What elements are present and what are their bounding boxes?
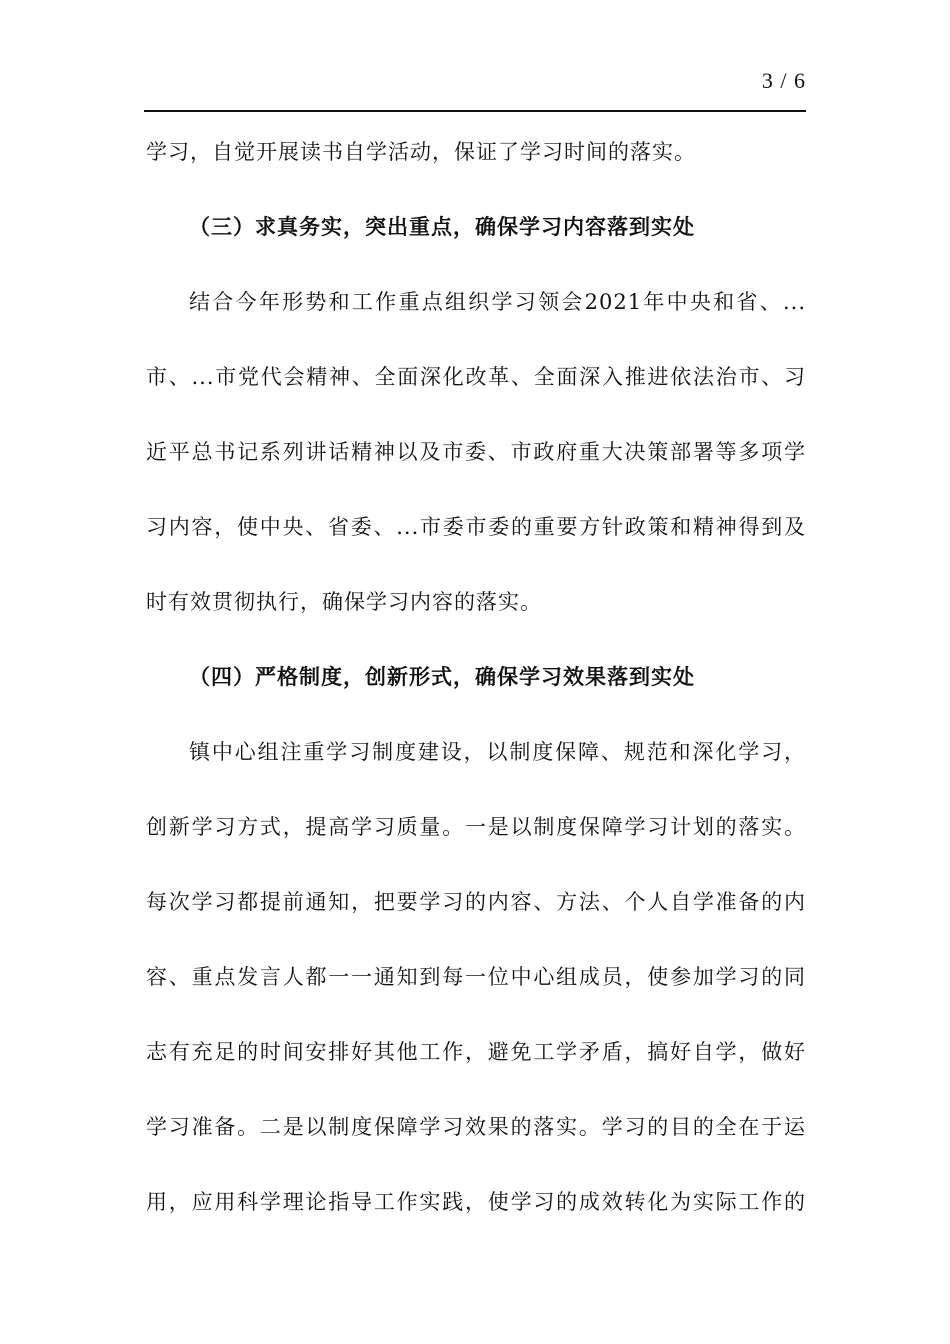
- paragraph-line: 创新学习方式，提高学习质量。一是以制度保障学习计划的落实。: [146, 815, 806, 839]
- paragraph-line: 志有充足的时间安排好其他工作，避免工学矛盾，搞好自学，做好: [146, 1040, 806, 1064]
- paragraph-line: 学习准备。二是以制度保障学习效果的落实。学习的目的全在于运: [146, 1115, 806, 1139]
- paragraph-line: 容、重点发言人都一一通知到每一位中心组成员，使参加学习的同: [146, 965, 806, 989]
- paragraph-line: 习内容，使中央、省委、...市委市委的重要方针政策和精神得到及: [146, 515, 806, 539]
- paragraph-line: 学习，自觉开展读书自学活动，保证了学习时间的落实。: [146, 140, 696, 164]
- paragraph-line: 市、...市党代会精神、全面深化改革、全面深入推进依法治市、习: [146, 365, 806, 389]
- section-heading-3: （三）求真务实，突出重点，确保学习内容落到实处: [189, 214, 695, 239]
- header-rule: [144, 110, 806, 112]
- section-heading-4: （四）严格制度，创新形式，确保学习效果落到实处: [189, 664, 695, 689]
- paragraph-line: 用，应用科学理论指导工作实践，使学习的成效转化为实际工作的: [146, 1190, 806, 1214]
- page-number: 3 / 6: [761, 68, 806, 93]
- paragraph-line: 每次学习都提前通知，把要学习的内容、方法、个人自学准备的内: [146, 890, 806, 914]
- paragraph-line: 时有效贯彻执行，确保学习内容的落实。: [146, 590, 542, 614]
- paragraph-line: 近平总书记系列讲话精神以及市委、市政府重大决策部署等多项学: [146, 440, 806, 464]
- document-body: [146, 132, 806, 1257]
- paragraph-line: 结合今年形势和工作重点组织学习领会2021年中央和省、...: [189, 290, 806, 314]
- paragraph-line: 镇中心组注重学习制度建设，以制度保障、规范和深化学习，: [189, 740, 806, 764]
